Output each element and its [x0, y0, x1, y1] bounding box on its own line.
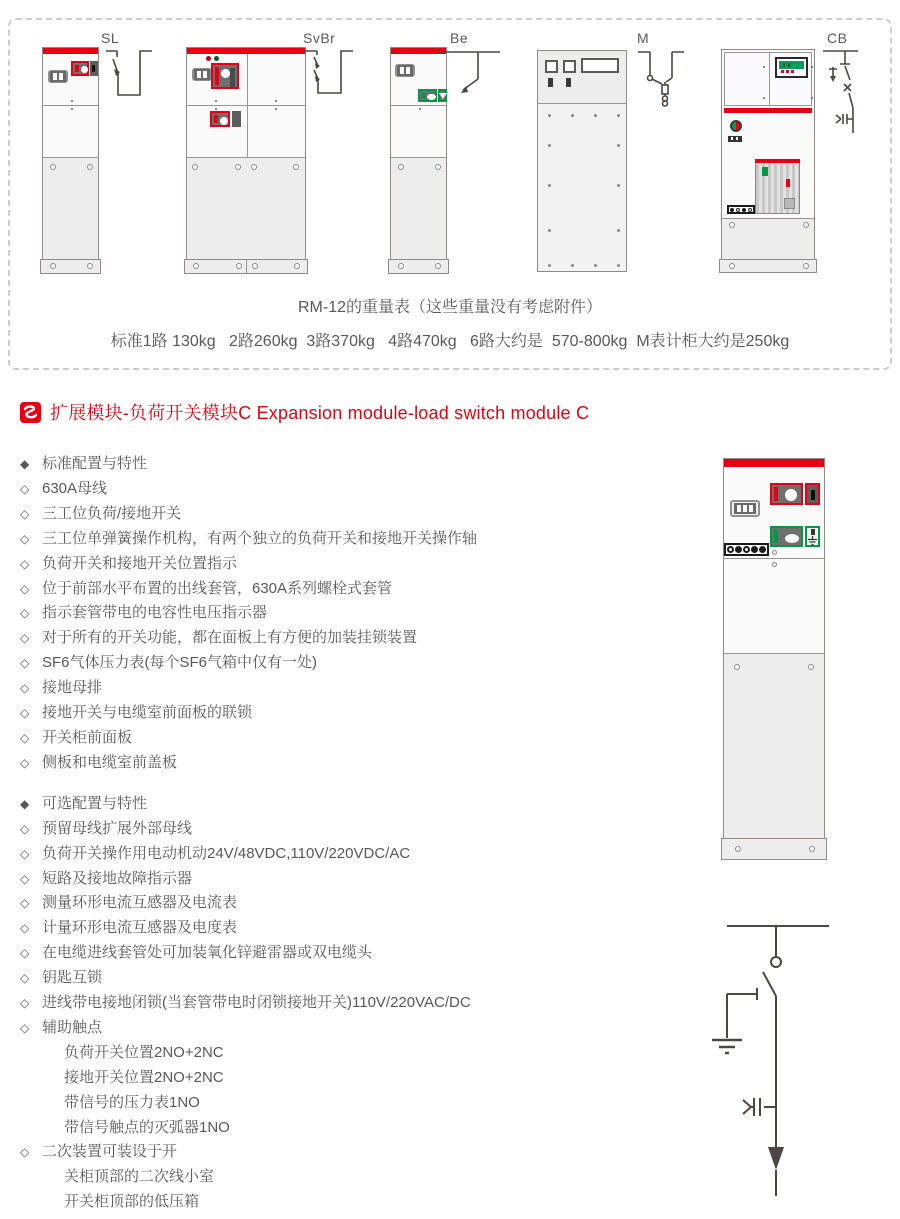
feature-text: 钥匙互锁	[42, 969, 103, 987]
bullet-icon: ◇	[20, 730, 30, 745]
feature-item	[20, 817, 680, 842]
position-indicator-display	[48, 70, 68, 83]
red-top-bar	[724, 459, 824, 467]
feature-text: 开关柜前面板	[42, 728, 133, 746]
screw-icon	[193, 263, 199, 269]
feature-text: 关柜顶部的二次线小室	[64, 1168, 215, 1186]
screw-icon	[435, 164, 441, 170]
bullet-icon	[42, 1190, 64, 1215]
module-latch	[784, 198, 795, 209]
feature-item	[20, 891, 680, 916]
screw-icon	[252, 263, 258, 269]
screw-icon	[729, 263, 735, 269]
feature-text: 630A母线	[42, 479, 108, 497]
screw-icon	[50, 164, 56, 170]
meter-window	[563, 60, 576, 73]
feature-item	[20, 1116, 680, 1141]
bullet-icon: ◆	[20, 796, 30, 811]
earth-icon	[807, 536, 818, 546]
bullet-icon: ◇	[20, 896, 30, 911]
lv-compartment	[724, 52, 812, 106]
feature-item	[20, 1016, 680, 1041]
feature-text: 带信号触点的灭弧器1NO	[64, 1118, 230, 1136]
feature-text: 指示套管带电的电容性电压指示器	[42, 604, 268, 622]
red-top-bar	[187, 48, 305, 54]
feature-item	[20, 726, 680, 751]
screw-icon	[435, 263, 441, 269]
bullet-icon: ◇	[20, 556, 30, 571]
cable-compartment	[722, 218, 814, 260]
bullet-icon: ◇	[20, 631, 30, 646]
screw-icon	[803, 263, 809, 269]
feature-text: 可选配置与特性	[42, 794, 148, 812]
screw-icon	[50, 263, 56, 269]
feature-item	[20, 651, 680, 676]
feature-text: 二次装置可装设于开	[42, 1143, 178, 1161]
plinth	[719, 259, 817, 273]
cabinet-m	[537, 50, 627, 272]
feature-text: 进线带电接地闭锁(当套管带电时闭锁接地开关)110V/220VAC/DC	[42, 994, 471, 1012]
bullet-icon	[42, 1116, 64, 1141]
feature-item	[20, 1091, 680, 1116]
cable-compartment	[187, 157, 305, 260]
feature-item	[20, 626, 680, 651]
earth-symbol-panel	[805, 526, 820, 547]
feature-item	[20, 1190, 680, 1215]
position-indicator-display	[192, 68, 212, 81]
feature-text: 三工位负荷/接地开关	[42, 504, 182, 522]
bullet-icon: ◇	[20, 946, 30, 961]
feature-text: 接地开关与电缆室前面板的联锁	[42, 704, 253, 722]
cabinet-label-m: M	[637, 30, 650, 46]
bullet-icon: ◇	[20, 1145, 30, 1160]
bullet-icon: ◇	[20, 1020, 30, 1035]
feature-text: 带信号的压力表1NO	[64, 1093, 200, 1111]
screw-icon	[398, 164, 404, 170]
feature-item	[20, 502, 680, 527]
red-top-bar	[391, 48, 446, 54]
bullet-icon: ◇	[20, 996, 30, 1011]
feature-text: 标准配置与特性	[42, 455, 148, 472]
feature-item	[20, 452, 680, 477]
feature-text: 对于所有的开关功能，都在面板上有方便的加装挂锁装置	[42, 629, 418, 647]
cabinet-label-svbr: SvBr	[303, 30, 336, 46]
screw-icon	[236, 263, 242, 269]
feature-item	[20, 1165, 680, 1190]
connector-strip	[727, 205, 755, 214]
feature-item	[20, 676, 680, 701]
protection-relay-display	[775, 57, 808, 78]
switch-operating-panel	[211, 63, 239, 89]
feature-text: 负荷开关位置2NO+2NC	[64, 1043, 224, 1061]
load-switch-operating-panel	[71, 61, 89, 76]
screw-icon	[735, 846, 741, 852]
position-indicator-display	[395, 64, 415, 77]
cable-compartment	[724, 653, 824, 839]
feature-item	[20, 916, 680, 941]
load-switch-operating-panel	[770, 483, 803, 505]
bullet-icon: ◇	[20, 481, 30, 496]
screw-icon	[734, 664, 740, 670]
screw-icon	[251, 164, 257, 170]
feature-text: 位于前部水平布置的出线套管，630A系列螺栓式套管	[42, 579, 393, 597]
red-top-bar	[43, 48, 98, 54]
screw-icon	[192, 164, 198, 170]
section-title: 扩展模块-负荷开关模块C Expansion module-load switch module C	[50, 403, 590, 423]
cabinet-be	[390, 47, 447, 271]
bullet-icon	[42, 1066, 64, 1091]
feature-text: 接地开关位置2NO+2NC	[64, 1068, 224, 1086]
bullet-icon	[42, 1041, 64, 1066]
screw-icon	[235, 164, 241, 170]
operating-shaft-port	[90, 61, 98, 76]
cabinet-label-cb: CB	[827, 30, 848, 46]
feature-item	[20, 701, 680, 726]
screw-icon	[398, 263, 404, 269]
connector-strip	[724, 543, 769, 556]
feature-item	[20, 867, 680, 892]
bullet-icon	[42, 1165, 64, 1190]
interlock-hole	[772, 562, 777, 567]
bullet-icon: ◇	[20, 706, 30, 721]
meter-window-wide	[581, 58, 619, 73]
bullet-icon: ◇	[20, 871, 30, 886]
screw-icon	[808, 664, 814, 670]
bullet-icon: ◇	[20, 846, 30, 861]
feature-text: 在电缆进线套管处可加装氧化锌避雷器或双电缆头	[42, 944, 373, 962]
bullet-icon: ◇	[20, 506, 30, 521]
feature-item	[20, 966, 680, 991]
cabinet-svbr	[186, 47, 306, 271]
indicator-lamp-red	[206, 56, 211, 61]
plinth	[721, 838, 827, 860]
feature-text: 负荷开关操作用电动机动24V/48VDC,110V/220VDC/AC	[42, 844, 411, 862]
feature-item	[20, 1041, 680, 1066]
feature-text: 短路及接地故障指示器	[42, 869, 193, 887]
plinth	[40, 259, 101, 274]
feature-text: 测量环形电流互感器及电流表	[42, 894, 238, 912]
earth-indicator	[438, 89, 447, 102]
bullet-icon: ◆	[20, 457, 30, 471]
cabinet-label-sl: SL	[101, 30, 120, 46]
feature-item	[20, 842, 680, 867]
mini-display	[728, 136, 742, 142]
interlock-hole	[772, 550, 777, 555]
feature-text: 侧板和电缆室前盖板	[42, 753, 178, 771]
circuit-breaker-module	[755, 162, 800, 214]
sf6-pressure-gauge	[730, 120, 742, 132]
cabinet-cb	[721, 49, 815, 270]
cabinet-sl	[42, 47, 99, 271]
bullet-icon: ◇	[20, 581, 30, 596]
bullet-icon: ◇	[20, 755, 30, 770]
feature-list	[20, 452, 680, 1215]
screw-icon	[809, 846, 815, 852]
feature-item	[20, 941, 680, 966]
screw-icon	[87, 164, 93, 170]
bullet-icon: ◇	[20, 606, 30, 621]
red-mark	[786, 179, 790, 187]
feature-text: 负荷开关和接地开关位置指示	[42, 554, 238, 572]
bullet-icon: ◇	[20, 821, 30, 836]
cable-compartment	[43, 157, 98, 260]
switch-mark	[566, 78, 571, 87]
earth-switch-operating-panel	[770, 526, 803, 547]
screw-icon	[729, 222, 735, 228]
screw-icon	[803, 222, 809, 228]
bullet-icon	[42, 1091, 64, 1116]
lower-operating-panel	[210, 111, 230, 127]
feature-text: 开关柜顶部的低压箱	[64, 1193, 200, 1211]
bullet-icon: ◇	[20, 531, 30, 546]
bullet-icon: ◇	[20, 681, 30, 696]
feature-item	[20, 792, 680, 817]
feature-item	[20, 601, 680, 626]
green-mark	[762, 167, 768, 176]
bullet-icon: ◇	[20, 971, 30, 986]
weight-table-detail: 标准1路 130kg 2路260kg 3路370kg 4路470kg 6路大约是 570-800kg M表计柜大约是250kg	[110, 333, 790, 350]
feature-item	[20, 1140, 680, 1165]
feature-item	[20, 751, 680, 776]
feature-item	[20, 527, 680, 552]
feature-text: 预留母线扩展外部母线	[42, 819, 193, 837]
section-heading	[20, 399, 589, 425]
operating-shaft-port	[805, 483, 820, 505]
feature-item	[20, 552, 680, 577]
meter-window	[545, 60, 558, 73]
feature-item	[20, 577, 680, 602]
cable-compartment	[391, 157, 446, 260]
indicator-lamp-green	[214, 56, 219, 61]
bullet-icon: ◇	[20, 656, 30, 671]
red-stripe	[724, 108, 812, 113]
feature-item	[20, 477, 680, 502]
switch-mark	[548, 78, 553, 87]
feature-text: SF6气体压力表(每个SF6气箱中仅有一处)	[42, 654, 318, 672]
cabinet-label-be: Be	[450, 30, 469, 46]
screw-icon	[294, 263, 300, 269]
screw-icon	[87, 263, 93, 269]
weight-table-title: RM-12的重量表（这些重量没有考虑附件）	[297, 299, 602, 316]
operating-shaft-port	[232, 111, 241, 127]
screw-icon	[293, 164, 299, 170]
feature-text: 接地母排	[42, 679, 103, 697]
position-indicator-display	[730, 500, 760, 517]
feature-item	[20, 1066, 680, 1091]
bullet-icon: ◇	[20, 921, 30, 936]
feature-text: 三工位单弹簧操作机构，有两个独立的负荷开关和接地开关操作轴	[42, 529, 478, 547]
module-c-cabinet	[723, 458, 825, 858]
plinth	[184, 259, 308, 274]
feature-text: 计量环形电流互感器及电度表	[42, 919, 238, 937]
logo-icon	[20, 402, 41, 423]
tab	[811, 529, 815, 535]
feature-item	[20, 991, 680, 1016]
feature-text: 辅助触点	[42, 1018, 103, 1036]
single-line-diagram	[712, 926, 829, 1196]
plinth	[388, 259, 449, 274]
